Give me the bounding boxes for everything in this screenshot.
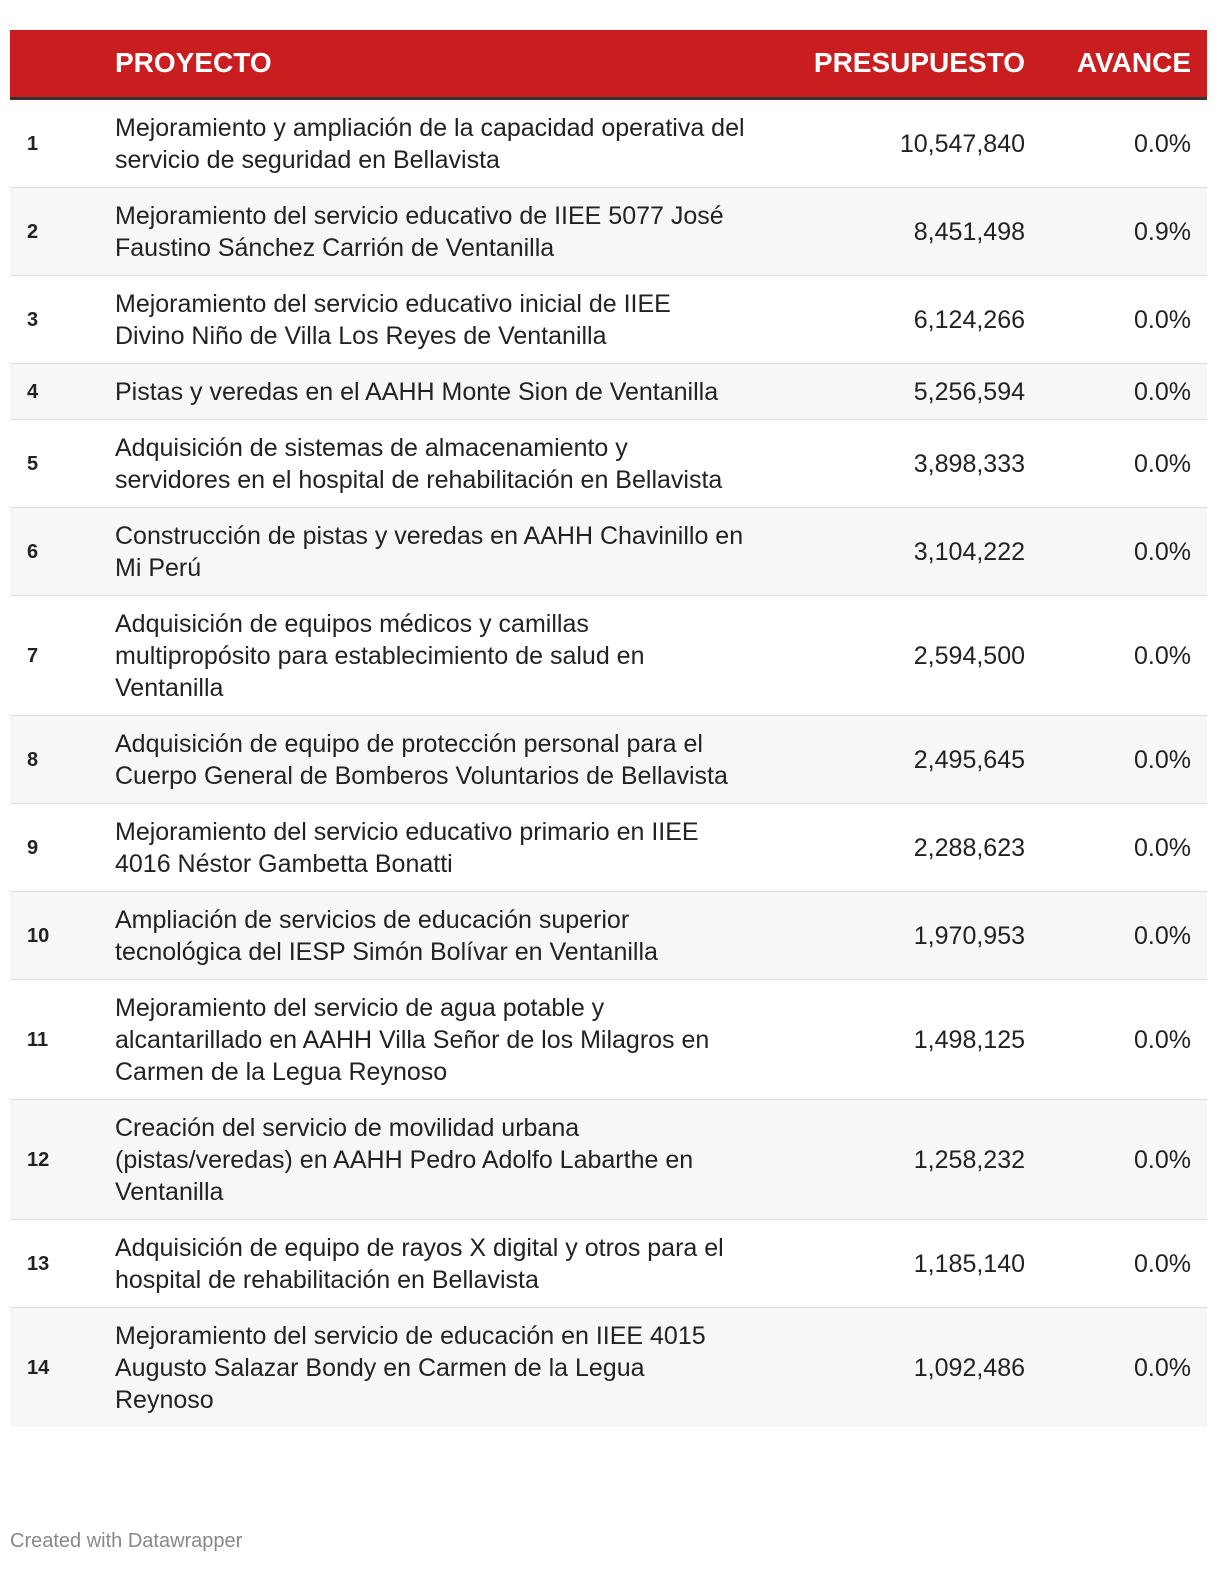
projects-table-container [10,30,1207,1427]
row-budget: 3,898,333 [913,449,1025,478]
row-project: Adquisición de equipos médicos y camillas multipropósito para establecimiento de salud en Ventanilla [115,609,645,702]
row-number: 7 [27,644,39,667]
row-progress: 0.0% [1134,1025,1191,1054]
table-row [10,363,1207,419]
row-progress: 0.0% [1134,1353,1191,1382]
row-number: 11 [27,1028,49,1051]
row-project: Adquisición de equipo de protección personal para el Cuerpo General de Bomberos Voluntarios de Bellavista [115,729,728,790]
row-progress: 0.0% [1134,537,1191,566]
row-progress: 0.0% [1134,745,1191,774]
projects-table [10,30,1207,1427]
header-number [10,30,115,98]
row-budget: 1,258,232 [913,1145,1025,1174]
row-number: 5 [27,452,39,475]
row-budget: 3,104,222 [913,537,1025,566]
row-budget: 2,594,500 [913,641,1025,670]
header-budget[interactable]: PRESUPUESTO [813,47,1025,79]
row-number: 14 [27,1356,50,1379]
row-number: 2 [27,220,39,243]
row-number: 3 [27,308,39,331]
table-row [10,1219,1207,1307]
table-row [10,419,1207,507]
table-row [10,275,1207,363]
row-project: Ampliación de servicios de educación superior tecnológica del IESP Simón Bolívar en Ventanilla [115,905,658,966]
row-budget: 2,288,623 [913,833,1025,862]
row-progress: 0.0% [1134,129,1191,158]
row-progress: 0.0% [1134,1145,1191,1174]
row-project: Adquisición de equipo de rayos X digital y otros para el hospital de rehabilitación en Bellavista [115,1233,724,1294]
row-project: Mejoramiento y ampliación de la capacidad operativa del servicio de seguridad en Bellavista [115,113,745,174]
table-row [10,1307,1207,1427]
row-progress: 0.0% [1134,641,1191,670]
row-number: 8 [27,748,39,771]
header-project[interactable]: PROYECTO [115,47,272,79]
header-progress[interactable]: AVANCE [1076,47,1191,79]
row-project: Mejoramiento del servicio de educación en IIEE 4015 Augusto Salazar Bondy en Carmen de la Legua Reynoso [115,1321,706,1414]
row-budget: 5,256,594 [913,377,1025,406]
table-row [10,595,1207,715]
row-number: 4 [27,380,39,403]
table-row [10,1099,1207,1219]
table-row [10,803,1207,891]
row-budget: 1,185,140 [913,1249,1025,1278]
row-budget: 1,092,486 [913,1353,1025,1382]
row-budget: 10,547,840 [899,129,1025,158]
datawrapper-credit[interactable]: Created with Datawrapper [10,1530,243,1552]
row-budget: 1,970,953 [913,921,1025,950]
row-budget: 6,124,266 [913,305,1025,334]
row-budget: 2,495,645 [913,745,1025,774]
row-project: Mejoramiento del servicio de agua potable y alcantarillado en AAHH Villa Señor de los Milagros en Carmen de la Legua Reynoso [115,993,710,1086]
row-project: Mejoramiento del servicio educativo de IIEE 5077 José Faustino Sánchez Carrión de Ventanilla [115,201,724,262]
row-project: Adquisición de sistemas de almacenamiento y servidores en el hospital de rehabilitación en Bellavista [115,433,723,494]
table-row [10,187,1207,275]
table-row [10,98,1207,187]
row-project: Mejoramiento del servicio educativo primario en IIEE 4016 Néstor Gambetta Bonatti [115,817,699,878]
table-row [10,891,1207,979]
row-progress: 0.0% [1134,921,1191,950]
table-row [10,979,1207,1099]
row-number: 12 [27,1148,50,1171]
row-progress: 0.0% [1134,305,1191,334]
row-progress: 0.0% [1134,1249,1191,1278]
row-number: 6 [27,540,39,563]
row-progress: 0.9% [1134,217,1191,246]
row-project: Construcción de pistas y veredas en AAHH Chavinillo en Mi Perú [115,521,744,582]
table-header-row [10,30,1207,98]
row-budget: 1,498,125 [913,1025,1025,1054]
table-row [10,507,1207,595]
table-row [10,715,1207,803]
row-number: 9 [27,836,39,859]
row-progress: 0.0% [1134,449,1191,478]
row-budget: 8,451,498 [913,217,1025,246]
row-number: 10 [27,924,50,947]
row-project: Creación del servicio de movilidad urbana (pistas/veredas) en AAHH Pedro Adolfo Labarthe en Ventanilla [115,1113,694,1206]
row-project: Mejoramiento del servicio educativo inicial de IIEE Divino Niño de Villa Los Reyes de Ventanilla [115,289,671,350]
row-progress: 0.0% [1134,833,1191,862]
row-progress: 0.0% [1134,377,1191,406]
row-number: 1 [27,132,39,155]
row-project: Pistas y veredas en el AAHH Monte Sion de Ventanilla [115,377,719,406]
row-number: 13 [27,1252,50,1275]
